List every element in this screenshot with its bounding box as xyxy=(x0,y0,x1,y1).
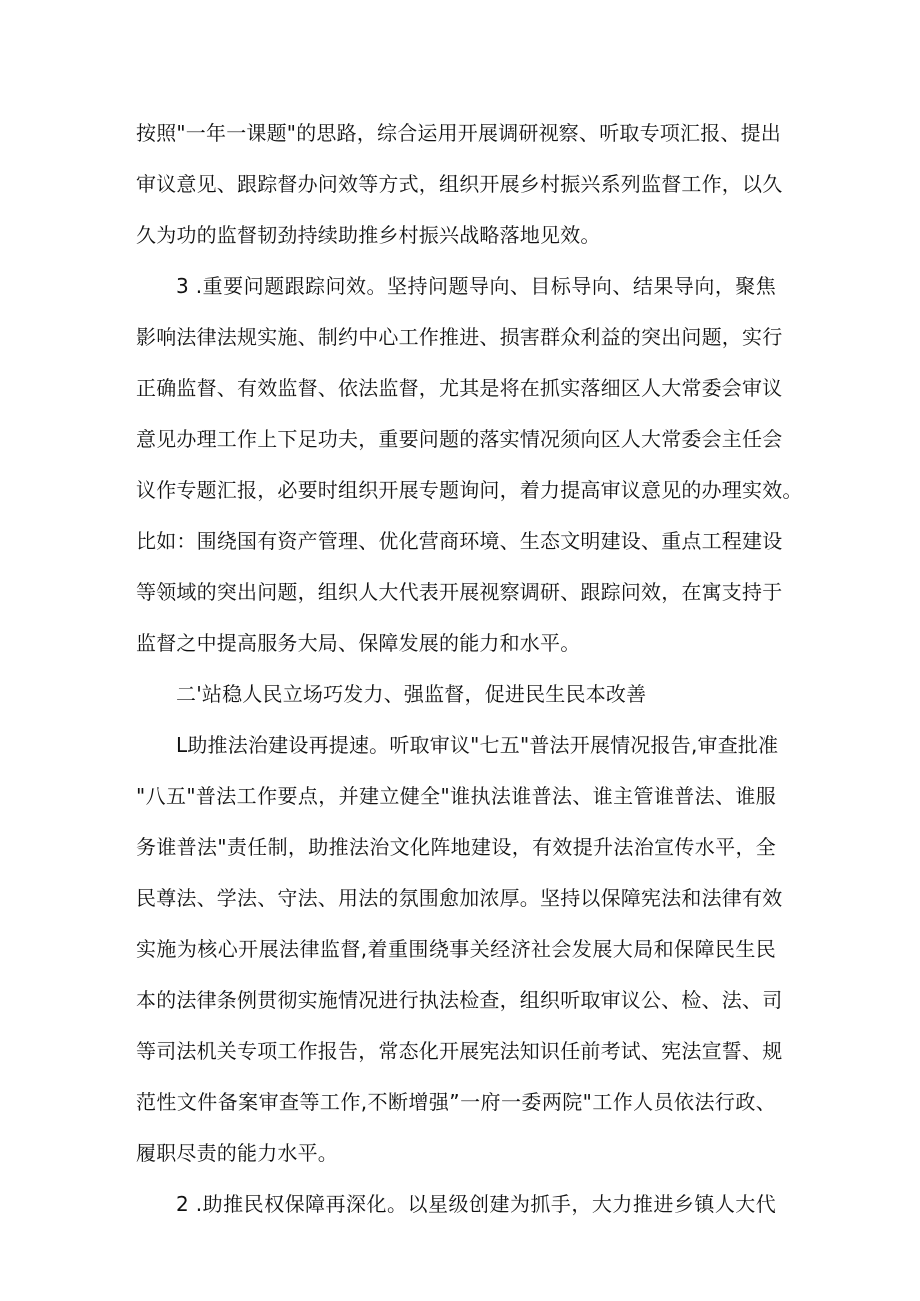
body-line: 比如：围绕国有资产管理、优化营商环境、生态文明建设、重点工程建设 xyxy=(136,529,783,553)
body-line: 务谁普法"责任制，助推法治文化阵地建设，有效提升法治宣传水平，全 xyxy=(136,835,776,859)
section-1-heading-line: L助推法治建设再提速。听取审议"七五"普法开展情况报告,审查批准 xyxy=(176,733,779,757)
body-line: 审议意见、跟踪督办问效等方式，组织开展乡村振兴系列监督工作，以久 xyxy=(136,172,783,196)
body-line: "八五"普法工作要点，并建立健全"谁执法谁普法、谁主管谁普法、谁服 xyxy=(136,784,776,808)
body-line: 民尊法、学法、守法、用法的氛围愈加浓厚。坚持以保障宪法和法律有效 xyxy=(136,886,783,910)
body-line: 久为功的监督韧劲持续助推乡村振兴战略落地见效。 xyxy=(136,223,601,247)
body-line: 履职尽责的能力水平。 xyxy=(136,1141,338,1165)
body-line: 议作专题汇报，必要时组织开展专题询问，着力提高审议意见的办理实效。 xyxy=(136,478,803,502)
body-line: 实施为核心开展法律监督,着重围绕事关经济社会发展大局和保障民生民 xyxy=(136,937,776,961)
body-line: 正确监督、有效监督、依法监督，尤其是将在抓实落细区人大常委会审议 xyxy=(136,376,783,400)
body-line: 等司法机关专项工作报告，常态化开展宪法知识任前考试、宪法宣誓、规 xyxy=(136,1039,783,1063)
body-line: 监督之中提高服务大局、保障发展的能力和水平。 xyxy=(136,631,581,655)
section-3-heading-line: 3 .重要问题跟踪问效。坚持问题导向、目标导向、结果导向，聚焦 xyxy=(176,274,776,298)
body-line: 等领域的突出问题，组织人大代表开展视察调研、跟踪问效，在寓支持于 xyxy=(136,580,783,604)
body-line: 按照"一年一课题"的思路，综合运用开展调研视察、听取专项汇报、提出 xyxy=(136,121,781,145)
body-line: 本的法律条例贯彻实施情况进行执法检查，组织听取审议公、检、法、司 xyxy=(136,988,783,1012)
chapter-heading-2: 二'站稳人民立场巧发力、强监督，促进民生民本改善 xyxy=(176,682,647,706)
body-line: 范性文件备案审查等工作,不断增强”一府一委两院"工作人员依法行政、 xyxy=(136,1090,776,1114)
section-2-heading-line: 2 .助推民权保障再深化。以星级创建为抓手，大力推进乡镇人大代 xyxy=(176,1192,776,1216)
body-line: 意见办理工作上下足功夫，重要问题的落实情况须向区人大常委会主任会 xyxy=(136,427,783,451)
body-line: 影响法律法规实施、制约中心工作推进、损害群众利益的突出问题，实行 xyxy=(136,325,783,349)
